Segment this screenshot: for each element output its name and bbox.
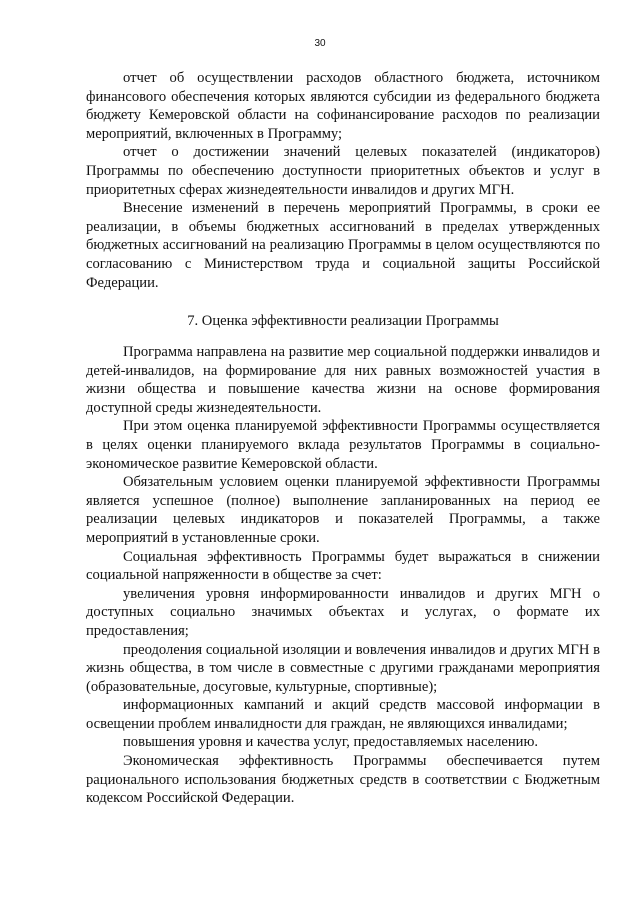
paragraph-program-changes: Внесение изменений в перечень мероприятий Программы, в сроки ее реализации, в объемы бюджетных ассигнований в пределах утвержденных бюджетных ассигнований на реализацию Программы в целом осуществляются по согласованию с Министерством труда и социальной защиты Российской Федерации. bbox=[86, 200, 600, 291]
paragraph-social-effectiveness: Социальная эффективность Программы будет выражаться в снижении социальной напряженности в обществе за счет: bbox=[86, 548, 600, 584]
paragraph-economic-effectiveness: Экономическая эффективность Программы обеспечивается путем рационального использования бюджетных средств в соответствии с Бюджетным кодексом Российской Федерации. bbox=[86, 753, 600, 807]
reporting-section bbox=[86, 69, 600, 292]
section-heading: 7. Оценка эффективности реализации Программы bbox=[187, 313, 499, 329]
list-item-service-quality: повышения уровня и качества услуг, предоставляемых населению. bbox=[123, 734, 539, 751]
paragraph-budget-report: отчет об осуществлении расходов областного бюджета, источником финансового обеспечения которых являются субсидии из федерального бюджета бюджету Кемеровской области на софинансирование расходов по реализации мероприятий, включенных в Программу; bbox=[86, 70, 600, 142]
paragraph-mandatory-condition: Обязательным условием оценки планируемой эффективности Программы является успешное (полное) выполнение запланированных на период ее реализации целевых индикаторов и показателей Программы, а также мероприятий в установленные сроки. bbox=[86, 474, 600, 546]
list-item-media-campaigns: информационных кампаний и акций средств массовой информации в освещении проблем инвалидности для граждан, не являющихся инвалидами; bbox=[86, 697, 600, 732]
paragraph-effectiveness-assessment: При этом оценка планируемой эффективности Программы осуществляется в целях оценки планируемого вклада результатов Программы в социально-экономическое развитие Кемеровской области. bbox=[86, 418, 600, 472]
page-number: 30 bbox=[314, 38, 326, 49]
paragraph-program-goal: Программа направлена на развитие мер социальной поддержки инвалидов и детей-инвалидов, на формирование для них равных возможностей участия в жизни общества и повышение качества жизни на основе формирования доступной среды жизнедеятельности. bbox=[86, 344, 600, 416]
effectiveness-section bbox=[86, 343, 600, 808]
paragraph-indicators-report: отчет о достижении значений целевых показателей (индикаторов) Программы по обеспечению доступности приоритетных объектов и услуг в приоритетных сферах жизнедеятельности инвалидов и других МГН. bbox=[86, 144, 600, 198]
list-item-awareness: увеличения уровня информированности инвалидов и других МГН о доступных социально значимых объектах и услугах, о формате их предоставления; bbox=[86, 585, 600, 639]
list-item-social-isolation: преодоления социальной изоляции и вовлечения инвалидов и других МГН в жизнь общества, в том числе в совместные с другими гражданами мероприятия (образовательные, досуговые, культурные, спортивные); bbox=[86, 641, 600, 695]
